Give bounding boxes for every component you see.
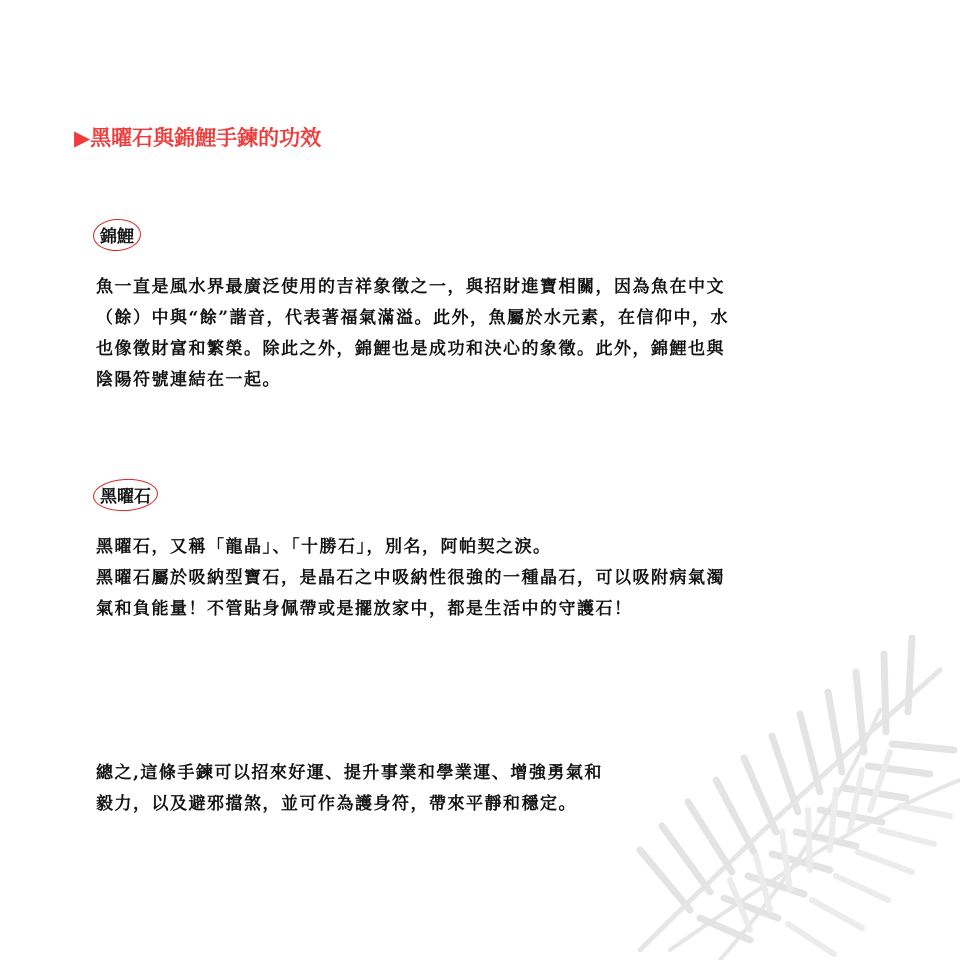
text-line: 黑曜石屬於吸納型寶石，是晶石之中吸納性很強的一種晶石，可以吸附病氣濁 [96,568,725,588]
koi-section-label [96,222,138,247]
text-line: 魚一直是風水界最廣泛使用的吉祥象徵之一，與招財進寶相關，因為魚在中文 [96,277,725,297]
text-line: （餘）中與“餘”諧音，代表著福氣滿溢。此外，魚屬於水元素，在信仰中，水 [96,308,730,328]
obsidian-label-text: 黑曜石 [100,487,151,507]
text-line: 也像徵財富和繁榮。除此之外，錦鯉也是成功和決心的象徵。此外，錦鯉也與 [96,339,725,359]
text-line: 氣和負能量！不管貼身佩帶或是擺放家中，都是生活中的守護石！ [96,599,633,619]
text-line: 總之,這條手鍊可以招來好運、提升事業和學業運、增強勇氣和 [96,763,603,783]
obsidian-section-label [96,482,155,507]
summary-paragraph [96,758,876,820]
text-line: 陰陽符號連結在一起。 [96,370,281,390]
koi-label-text: 錦鯉 [100,227,134,247]
text-line: 毅力，以及避邪擋煞，並可作為護身符，帶來平靜和穩定。 [96,794,577,814]
text-line: 黑曜石，又稱「龍晶」、「十勝石」，別名，阿帕契之淚。 [96,537,552,557]
obsidian-paragraph [96,532,876,625]
page-title: ▶黑曜石與錦鯉手鍊的功效 [74,126,322,150]
koi-paragraph [96,272,876,396]
